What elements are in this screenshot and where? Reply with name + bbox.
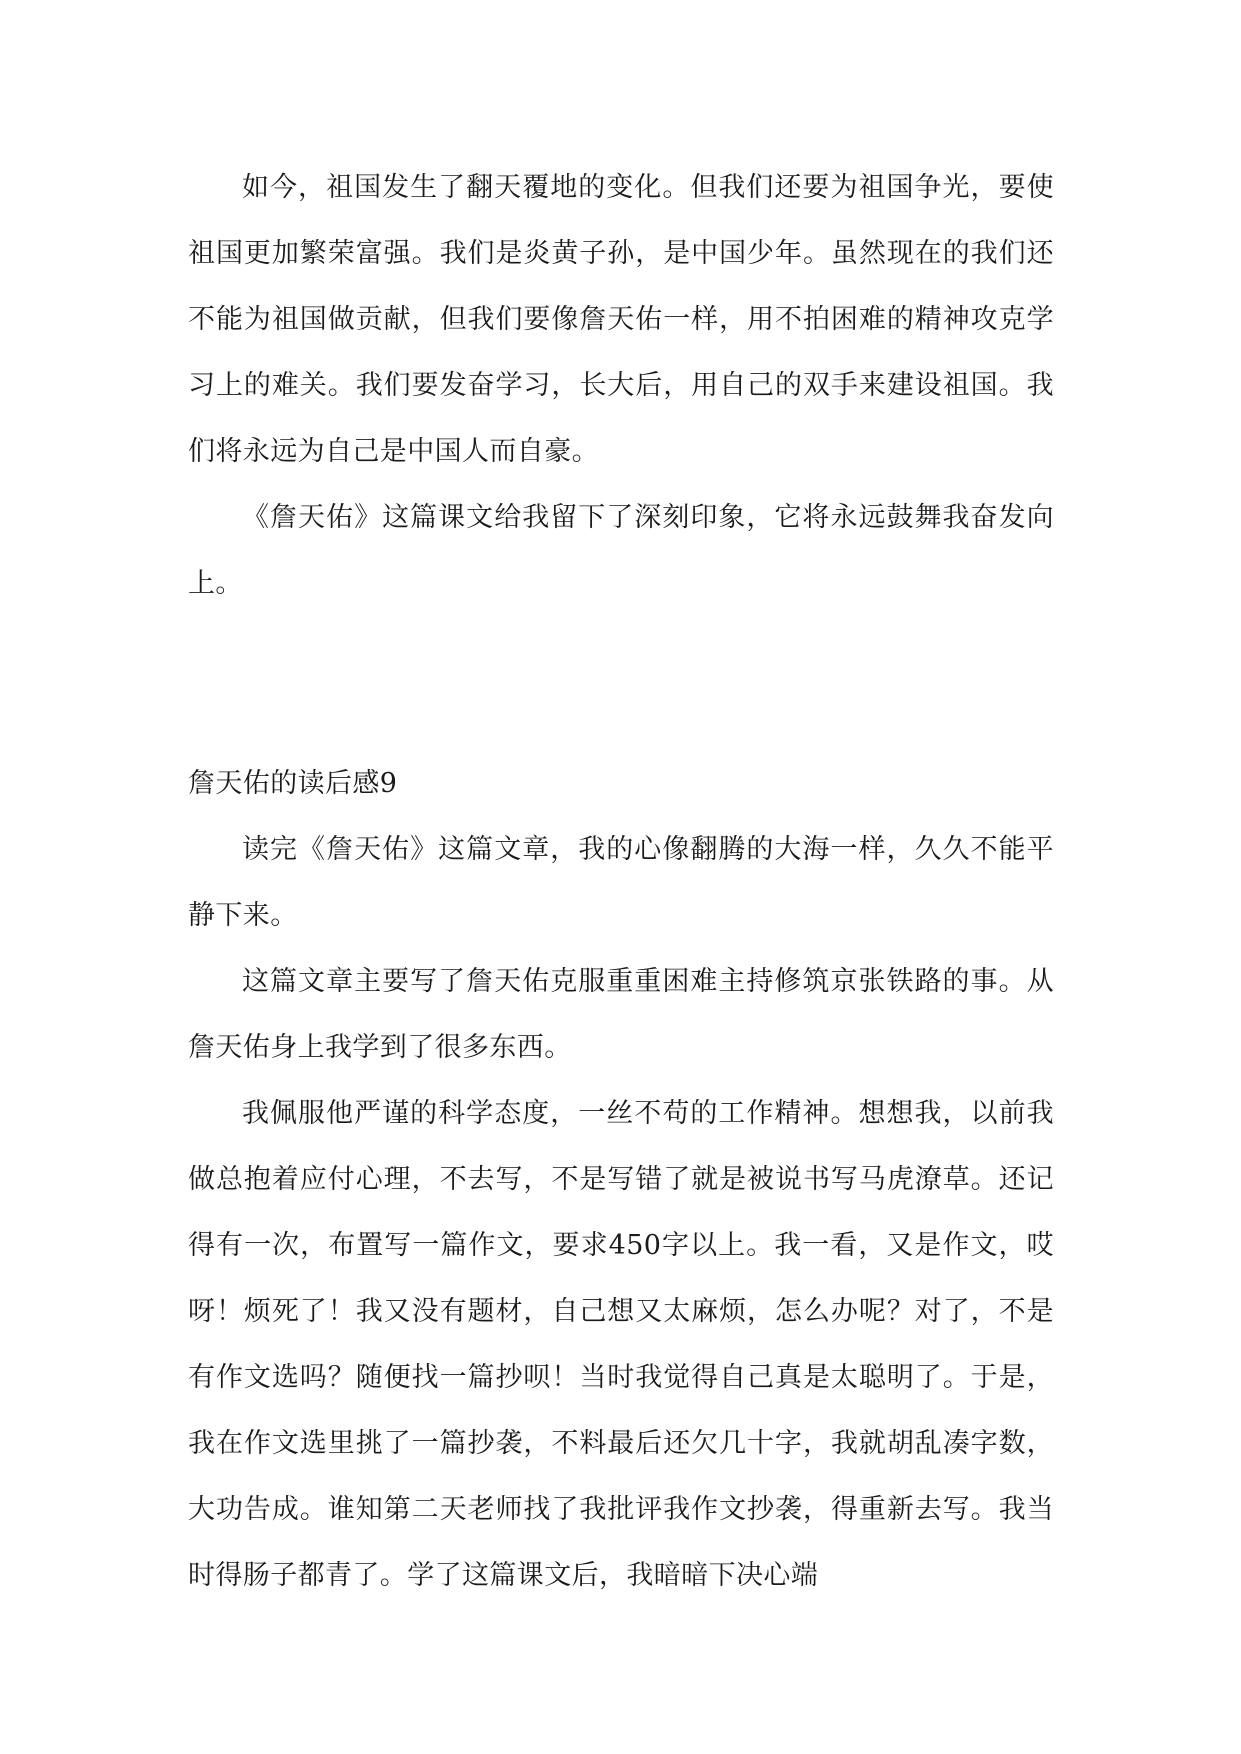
paragraph: 我佩服他严谨的科学态度，一丝不苟的工作精神。想想我，以前我做总抱着应付心理，不去写，不是写错了就是被说书写马虎潦草。还记得有一次，布置写一篇作文，要求450字以上。我一看，又是作文，哎呀！烦死了！我又没有题材，自己想又太麻烦，怎么办呢？对了，不是有作文选吗？随便找一篇抄呗！当时我觉得自己真是太聪明了。于是，我在作文选里挑了一篇抄袭，不料最后还欠几十字，我就胡乱凑字数，大功告成。谁知第二天老师找了我批评我作文抄袭，得重新去写。我当时得肠子都青了。学了这篇课文后，我暗暗下决心端	[188, 1098, 1054, 1591]
paragraph: 如今，祖国发生了翻天覆地的变化。但我们还要为祖国争光，要使祖国更加繁荣富强。我们是炎黄子孙，是中国少年。虽然现在的我们还不能为祖国做贡献，但我们要像詹天佑一样，用不拍困难的精神攻克学习上的难关。我们要发奋学习，长大后，用自己的双手来建设祖国。我们将永远为自己是中国人而自豪。	[188, 172, 1054, 467]
document-body	[188, 155, 1054, 1609]
paragraph: 《詹天佑》这篇课文给我留下了深刻印象，它将永远鼓舞我奋发向上。	[188, 502, 1054, 599]
section-heading: 詹天佑的读后感9	[188, 768, 398, 799]
section-spacer	[188, 617, 1054, 751]
paragraph: 读完《詹天佑》这篇文章，我的心像翻腾的大海一样，久久不能平静下来。	[188, 834, 1054, 931]
paragraph: 这篇文章主要写了詹天佑克服重重困难主持修筑京张铁路的事。从詹天佑身上我学到了很多东西。	[188, 966, 1054, 1063]
